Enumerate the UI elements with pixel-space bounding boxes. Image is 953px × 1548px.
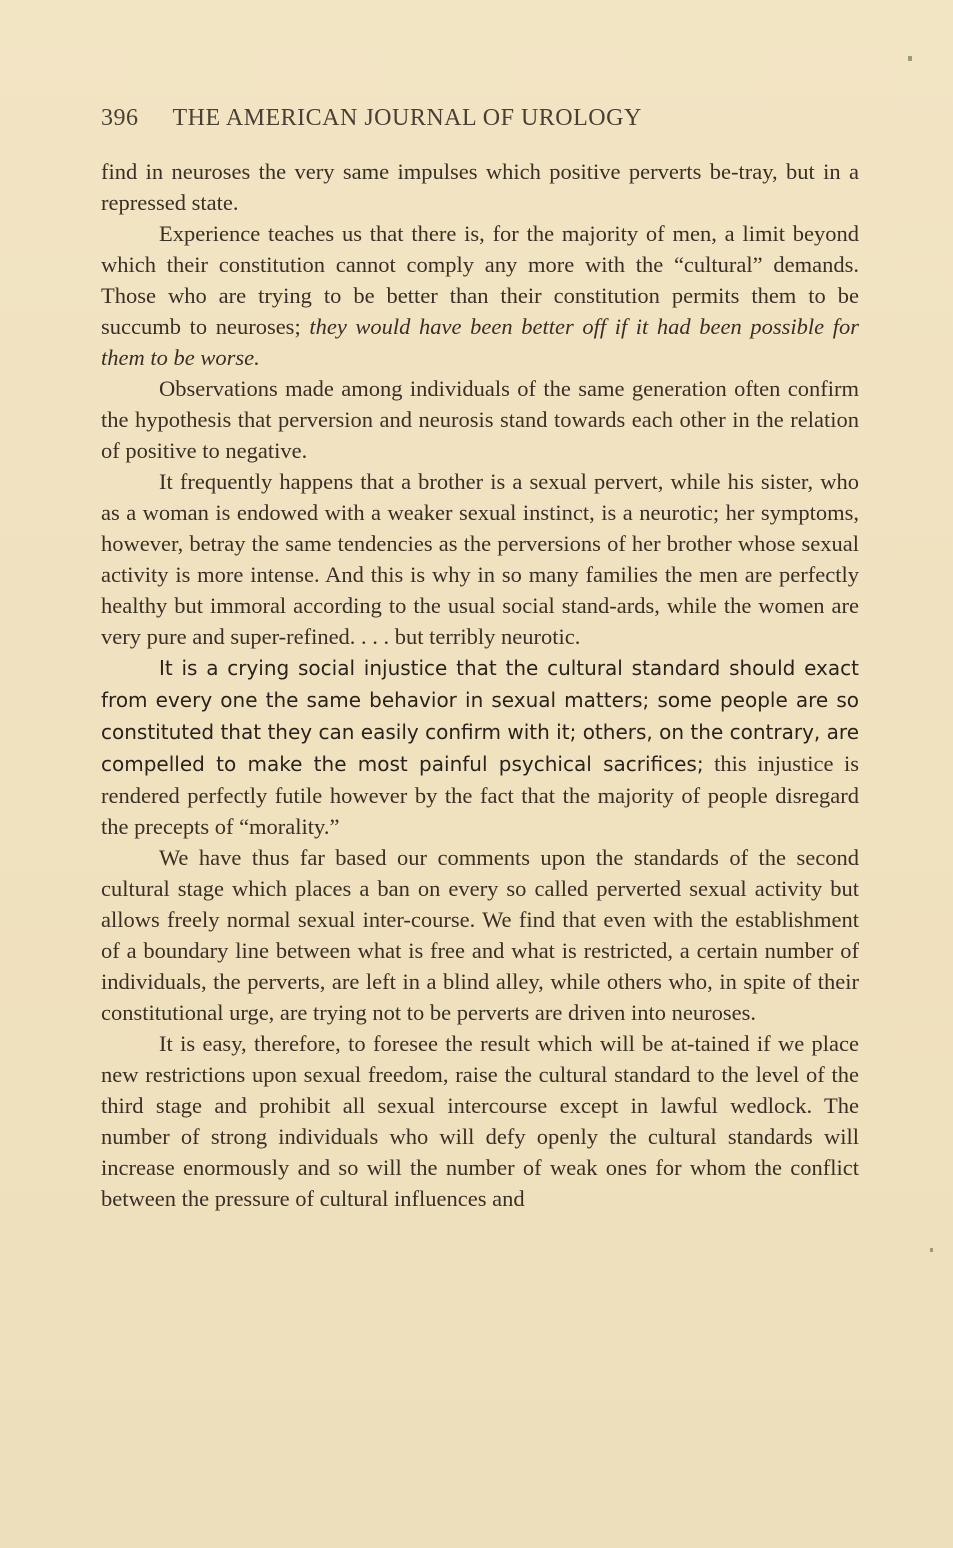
italic-emphasis: they would have been better off if it had been possible for them to be worse. — [101, 314, 860, 370]
body-text — [101, 156, 859, 1214]
document-page — [101, 98, 859, 1214]
journal-title: THE AMERICAN JOURNAL OF UROLOGY — [172, 104, 642, 131]
paragraph: find in neuroses the very same impulses which positive perverts be-tray, but in a repressed state. — [101, 159, 859, 215]
ocr-overlay-text: It is a crying social injustice that the cultural standard should exact from every one the same behavior in sexual matters; some people are so constituted that they can easily confirm with it; others, on the contrary, are compelled to make the most painful psychical sacrifices; — [101, 656, 859, 776]
running-head — [101, 98, 859, 138]
paragraph: Observations made among individuals of the same generation often confirm the hypothesis that perversion and neurosis stand towards each other in the relation of positive to negative. — [101, 376, 859, 463]
paragraph: It frequently happens that a brother is a sexual pervert, while his sister, who as a woman is endowed with a weaker sexual instinct, is a neurotic; her symptoms, however, betray the same tendencies as the perversions of her brother whose sexual activity is more intense. And this is why in so many families the men are perfectly healthy but immoral according to the usual social stand-ards, while the women are very pure and super-refined. . . . but terribly neurotic. — [101, 469, 859, 649]
paragraph: We have thus far based our comments upon the standards of the second cultural stage which places a ban on every so called perverted sexual activity but allows freely normal sexual inter-course. We find that even with the establishment of a boundary line between what is free and what is restricted, a certain number of individuals, the perverts, are left in a blind alley, while others who, in spite of their constitutional urge, are trying not to be perverts are driven into neuroses. — [101, 845, 859, 1025]
paragraph: Experience teaches us that there is, for the majority of men, a limit beyond which their constitution cannot comply any more with the “cultural” demands. Those who are trying to be better than their constitution permits them to be succumb to neuroses; they would have been better off if it had been possible for them to be worse. — [101, 221, 860, 370]
scan-speck — [930, 1248, 933, 1252]
page-number: 396 — [101, 104, 139, 131]
paragraph: It is easy, therefore, to foresee the result which will be at-tained if we place new restrictions upon sexual freedom, raise the cultural standard to the level of the third stage and prohibit all sexual intercourse except in lawful wedlock. The number of strong individuals who will defy openly the cultural standards will increase enormously and so will the number of weak ones for whom the conflict between the pressure of cultural influences and — [101, 1031, 859, 1211]
paragraph: It is a crying social injustice that the cultural standard should exact from every one the same behavior in sexual matters; some people are so constituted that they can easily confirm with it; others, on the contrary, are compelled to make the most painful psychical sacrifices; this injustice is rendered perfectly futile however by the fact that the majority of people disregard the precepts of “morality.” — [101, 656, 860, 839]
scan-speck — [908, 56, 912, 61]
